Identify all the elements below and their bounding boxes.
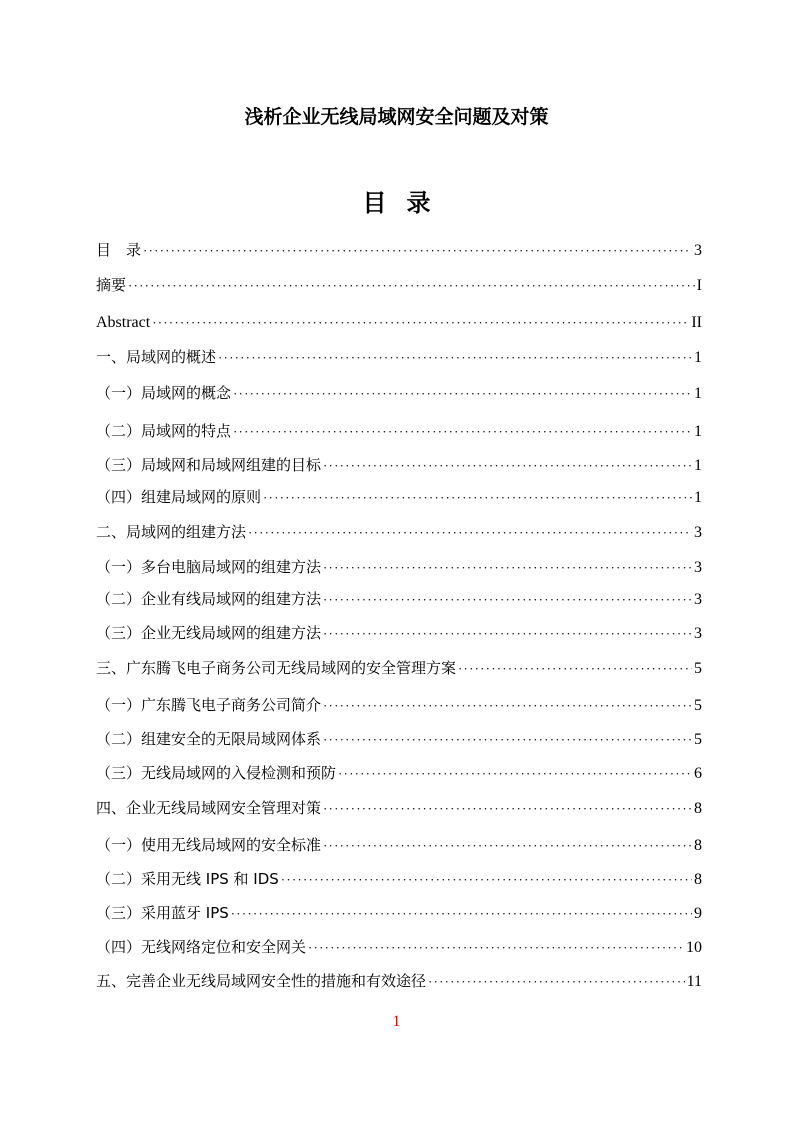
toc-entry[interactable] bbox=[96, 587, 702, 611]
toc-leader-dots bbox=[281, 868, 692, 892]
toc-entry-label: （三）局域网和局域网组建的目标 bbox=[96, 456, 322, 474]
toc-entry-label: （二）企业有线局域网的组建方法 bbox=[96, 590, 322, 608]
toc-entry-label: （四）无线网络定位和安全网关 bbox=[96, 938, 307, 956]
toc-entry-label: （二）采用无线 IPS 和 IDS bbox=[96, 870, 279, 888]
toc-entry-label: （二）组建安全的无限局域网体系 bbox=[96, 730, 322, 748]
toc-entry-page: 1 bbox=[694, 349, 702, 366]
toc-entry-page: 11 bbox=[686, 973, 702, 990]
toc-leader-dots bbox=[323, 797, 692, 821]
toc-heading: 目录 bbox=[362, 189, 451, 217]
toc-entry-page: 6 bbox=[694, 765, 702, 782]
toc-leader-dots bbox=[233, 420, 692, 444]
toc-entry[interactable] bbox=[96, 238, 702, 262]
toc-entry[interactable] bbox=[96, 901, 702, 925]
toc-leader-dots bbox=[323, 588, 692, 612]
toc-entry[interactable] bbox=[96, 345, 702, 369]
toc-leader-dots bbox=[323, 454, 692, 478]
toc-entry-page: 3 bbox=[694, 242, 702, 259]
toc-leader-dots bbox=[128, 274, 695, 298]
toc-entry[interactable] bbox=[96, 273, 702, 297]
toc-entry-page: 1 bbox=[694, 423, 702, 440]
toc-entry-label: （三）企业无线局域网的组建方法 bbox=[96, 624, 322, 642]
toc-entry-page: 5 bbox=[694, 697, 702, 714]
toc-entry-label: （一）广东腾飞电子商务公司简介 bbox=[96, 696, 322, 714]
toc-entry-label: 一、局域网的概述 bbox=[96, 348, 217, 366]
toc-leader-dots bbox=[152, 311, 689, 335]
toc-entry-label: （三）采用蓝牙 IPS bbox=[96, 904, 229, 922]
toc-entry-label: 五、完善企业无线局域网安全性的措施和有效途径 bbox=[96, 972, 427, 990]
toc-entry-page: 8 bbox=[694, 837, 702, 854]
toc-entry[interactable] bbox=[96, 935, 702, 959]
toc-entry-page: 8 bbox=[694, 871, 702, 888]
toc-entry[interactable] bbox=[96, 693, 702, 717]
toc-entry-label: 四、企业无线局域网安全管理对策 bbox=[96, 799, 322, 817]
toc-entry[interactable] bbox=[96, 311, 702, 335]
toc-leader-dots bbox=[231, 902, 692, 926]
toc-entry-label: （一）局域网的概念 bbox=[96, 384, 232, 402]
toc-leader-dots bbox=[323, 622, 692, 646]
toc-entry[interactable] bbox=[96, 520, 702, 544]
toc-entry-page: I bbox=[696, 277, 702, 294]
toc-leader-dots bbox=[323, 834, 692, 858]
toc-leader-dots bbox=[338, 762, 692, 786]
toc-entry-page: 1 bbox=[694, 457, 702, 474]
document-title: 浅析企业无线局域网安全问题及对策 bbox=[244, 106, 549, 128]
toc-entry-page: 3 bbox=[694, 625, 702, 642]
toc-entry[interactable] bbox=[96, 727, 702, 751]
toc-entry-label: Abstract bbox=[96, 314, 151, 331]
toc-leader-dots bbox=[248, 521, 692, 545]
toc-entry[interactable] bbox=[96, 969, 702, 993]
toc-entry-page: 9 bbox=[694, 905, 702, 922]
toc-entry-page: 3 bbox=[694, 591, 702, 608]
toc-entry-page: 10 bbox=[686, 939, 702, 956]
toc-entry-label: 摘要 bbox=[96, 276, 127, 294]
toc-entry-page: II bbox=[691, 314, 702, 331]
toc-entry-label: （一）使用无线局域网的安全标准 bbox=[96, 836, 322, 854]
toc-leader-dots bbox=[323, 728, 692, 752]
toc-entry-label: （一）多台电脑局域网的组建方法 bbox=[96, 558, 322, 576]
toc-leader-dots bbox=[263, 486, 692, 510]
toc-entry-label: （四）组建局域网的原则 bbox=[96, 488, 262, 506]
toc-entry-label: （三）无线局域网的入侵检测和预防 bbox=[96, 764, 337, 782]
toc-leader-dots bbox=[308, 936, 684, 960]
toc-entry[interactable] bbox=[96, 621, 702, 645]
toc-entry-page: 1 bbox=[694, 385, 702, 402]
toc-leader-dots bbox=[323, 556, 692, 580]
toc-entry[interactable] bbox=[96, 656, 702, 680]
toc-entry[interactable] bbox=[96, 867, 702, 891]
toc-entry-page: 3 bbox=[694, 524, 702, 541]
toc-entry-page: 1 bbox=[694, 489, 702, 506]
toc-leader-dots bbox=[458, 657, 692, 681]
toc-entry[interactable] bbox=[96, 485, 702, 509]
toc-entry[interactable] bbox=[96, 833, 702, 857]
toc-leader-dots bbox=[233, 382, 692, 406]
toc-entry-label: 目 录 bbox=[96, 241, 142, 259]
toc-leader-dots bbox=[143, 239, 692, 263]
toc-entry-page: 5 bbox=[694, 731, 702, 748]
toc-entry-page: 5 bbox=[694, 660, 702, 677]
toc-entry-label: 二、局域网的组建方法 bbox=[96, 523, 247, 541]
toc-leader-dots bbox=[428, 970, 685, 994]
page-number: 1 bbox=[392, 1013, 401, 1030]
toc-entry[interactable] bbox=[96, 419, 702, 443]
toc-entry[interactable] bbox=[96, 453, 702, 477]
toc-leader-dots bbox=[218, 346, 692, 370]
toc-entry[interactable] bbox=[96, 761, 702, 785]
toc-entry-label: （二）局域网的特点 bbox=[96, 422, 232, 440]
toc-entry[interactable] bbox=[96, 796, 702, 820]
toc-entry[interactable] bbox=[96, 555, 702, 579]
toc-entry-label: 三、广东腾飞电子商务公司无线局域网的安全管理方案 bbox=[96, 659, 457, 677]
toc-entry[interactable] bbox=[96, 381, 702, 405]
toc-entry-page: 8 bbox=[694, 800, 702, 817]
toc-entry-page: 3 bbox=[694, 559, 702, 576]
toc-leader-dots bbox=[323, 694, 692, 718]
